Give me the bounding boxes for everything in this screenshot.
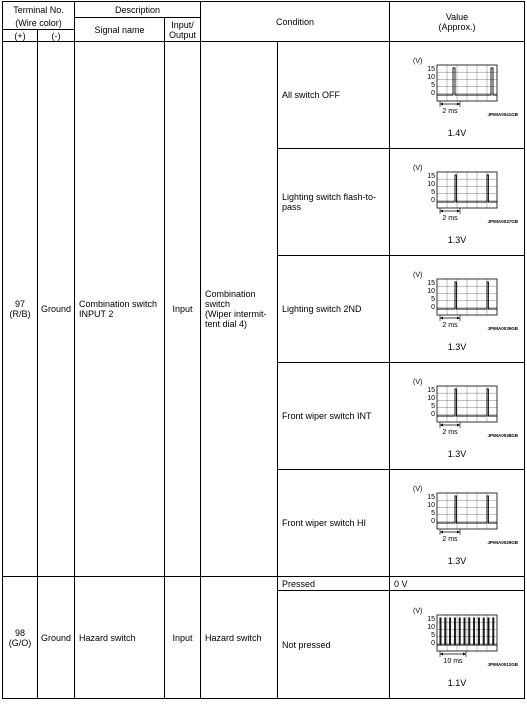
condition-all-switch-off: All switch OFF: [278, 42, 390, 149]
approx-value: 1.3V: [447, 342, 467, 352]
ground-97: Ground: [38, 42, 75, 577]
condition-group-98: Hazard switch: [201, 577, 278, 699]
time-scale-label: 2 ms: [442, 108, 458, 115]
figure-code: JPMIA0038GB: [487, 433, 519, 438]
signal-table: [2, 1, 525, 699]
figure-code: JPMIA0039GB: [487, 326, 519, 331]
condition-pressed: Pressed: [278, 577, 390, 591]
oscilloscope-waveform: [412, 484, 502, 562]
value-cell: [390, 256, 525, 363]
value-cell: [390, 363, 525, 470]
axis-unit-label: (V): [413, 607, 423, 615]
axis-tick-label: 15: [427, 494, 436, 501]
time-scale-label: 2 ms: [442, 536, 458, 543]
approx-value: 1.4V: [447, 128, 467, 138]
oscilloscope-waveform: [412, 377, 502, 455]
ground-98: Ground: [38, 577, 75, 699]
axis-tick-label: 0: [431, 411, 436, 418]
signal-name-98: Hazard switch: [75, 577, 165, 699]
axis-tick-label: 10: [427, 74, 436, 81]
condition-wiper-int: Front wiper switch INT: [278, 363, 390, 470]
axis-tick-label: 5: [431, 189, 436, 196]
axis-unit-label: (V): [413, 486, 423, 493]
oscilloscope-waveform: [412, 606, 502, 684]
condition-header: Condition: [201, 2, 390, 42]
axis-tick-label: 15: [427, 387, 436, 394]
signal-name-97: Combination switch INPUT 2: [75, 42, 165, 577]
signal-name-header: Signal name: [75, 18, 165, 42]
figure-code: JPMIA0012GB: [487, 662, 519, 667]
axis-tick-label: 5: [431, 296, 436, 303]
axis-unit-label: (V): [413, 379, 423, 386]
condition-group-97: Combination switch (Wiper intermit- tent dial 4): [201, 42, 278, 577]
value-cell: [390, 42, 525, 149]
axis-tick-label: 15: [427, 280, 436, 287]
time-scale-label: 10 ms: [443, 657, 463, 665]
value-cell: [390, 470, 525, 577]
approx-value: 1.1V: [447, 678, 467, 688]
axis-tick-label: 5: [431, 82, 436, 89]
input-output-header: Input/ Output: [165, 18, 201, 42]
axis-tick-label: 15: [427, 615, 436, 623]
pressed-value: 0 V: [390, 577, 525, 591]
oscilloscope-waveform: [412, 56, 502, 134]
axis-tick-label: 0: [431, 639, 436, 647]
oscilloscope-waveform: [412, 163, 502, 241]
condition-wiper-hi: Front wiper switch HI: [278, 470, 390, 577]
minus-header: (-): [38, 30, 75, 42]
condition-flash-to-pass: Lighting switch flash-to- pass: [278, 149, 390, 256]
axis-unit-label: (V): [413, 272, 423, 279]
axis-unit-label: (V): [413, 58, 423, 65]
axis-tick-label: 5: [431, 510, 436, 517]
time-scale-label: 2 ms: [442, 322, 458, 329]
axis-tick-label: 10: [427, 623, 436, 631]
axis-tick-label: 10: [427, 288, 436, 295]
axis-tick-label: 0: [431, 304, 436, 311]
terminal-header: Terminal No.: [3, 2, 75, 18]
condition-lighting-2nd: Lighting switch 2ND: [278, 256, 390, 363]
description-header: Description: [75, 2, 201, 18]
axis-tick-label: 0: [431, 518, 436, 525]
figure-code: JPMIA0029GB: [487, 540, 519, 545]
axis-tick-label: 10: [427, 395, 436, 402]
terminal-97: 97 (R/B): [3, 42, 38, 577]
value-cell: [390, 591, 525, 699]
approx-value: 1.3V: [447, 449, 467, 459]
approx-value: 1.3V: [447, 556, 467, 566]
axis-tick-label: 5: [431, 631, 436, 639]
condition-not-pressed: Not pressed: [278, 591, 390, 699]
value-cell: [390, 149, 525, 256]
io-97: Input: [165, 42, 201, 577]
axis-tick-label: 15: [427, 173, 436, 180]
figure-code: JPMIA0037GB: [487, 219, 519, 224]
time-scale-label: 2 ms: [442, 215, 458, 222]
axis-tick-label: 0: [431, 90, 436, 97]
axis-tick-label: 15: [427, 66, 436, 73]
axis-unit-label: (V): [413, 165, 423, 172]
axis-tick-label: 10: [427, 502, 436, 509]
approx-value: 1.3V: [447, 235, 467, 245]
io-98: Input: [165, 577, 201, 699]
axis-tick-label: 5: [431, 403, 436, 410]
time-scale-label: 2 ms: [442, 429, 458, 436]
wire-color-header: (Wire color): [3, 18, 75, 30]
value-header: Value (Approx.): [390, 2, 525, 42]
axis-tick-label: 10: [427, 181, 436, 188]
plus-header: (+): [3, 30, 38, 42]
terminal-98: 98 (G/O): [3, 577, 38, 699]
oscilloscope-waveform: [412, 270, 502, 348]
figure-code: JPMIA0041GB: [487, 112, 519, 117]
axis-tick-label: 0: [431, 197, 436, 204]
